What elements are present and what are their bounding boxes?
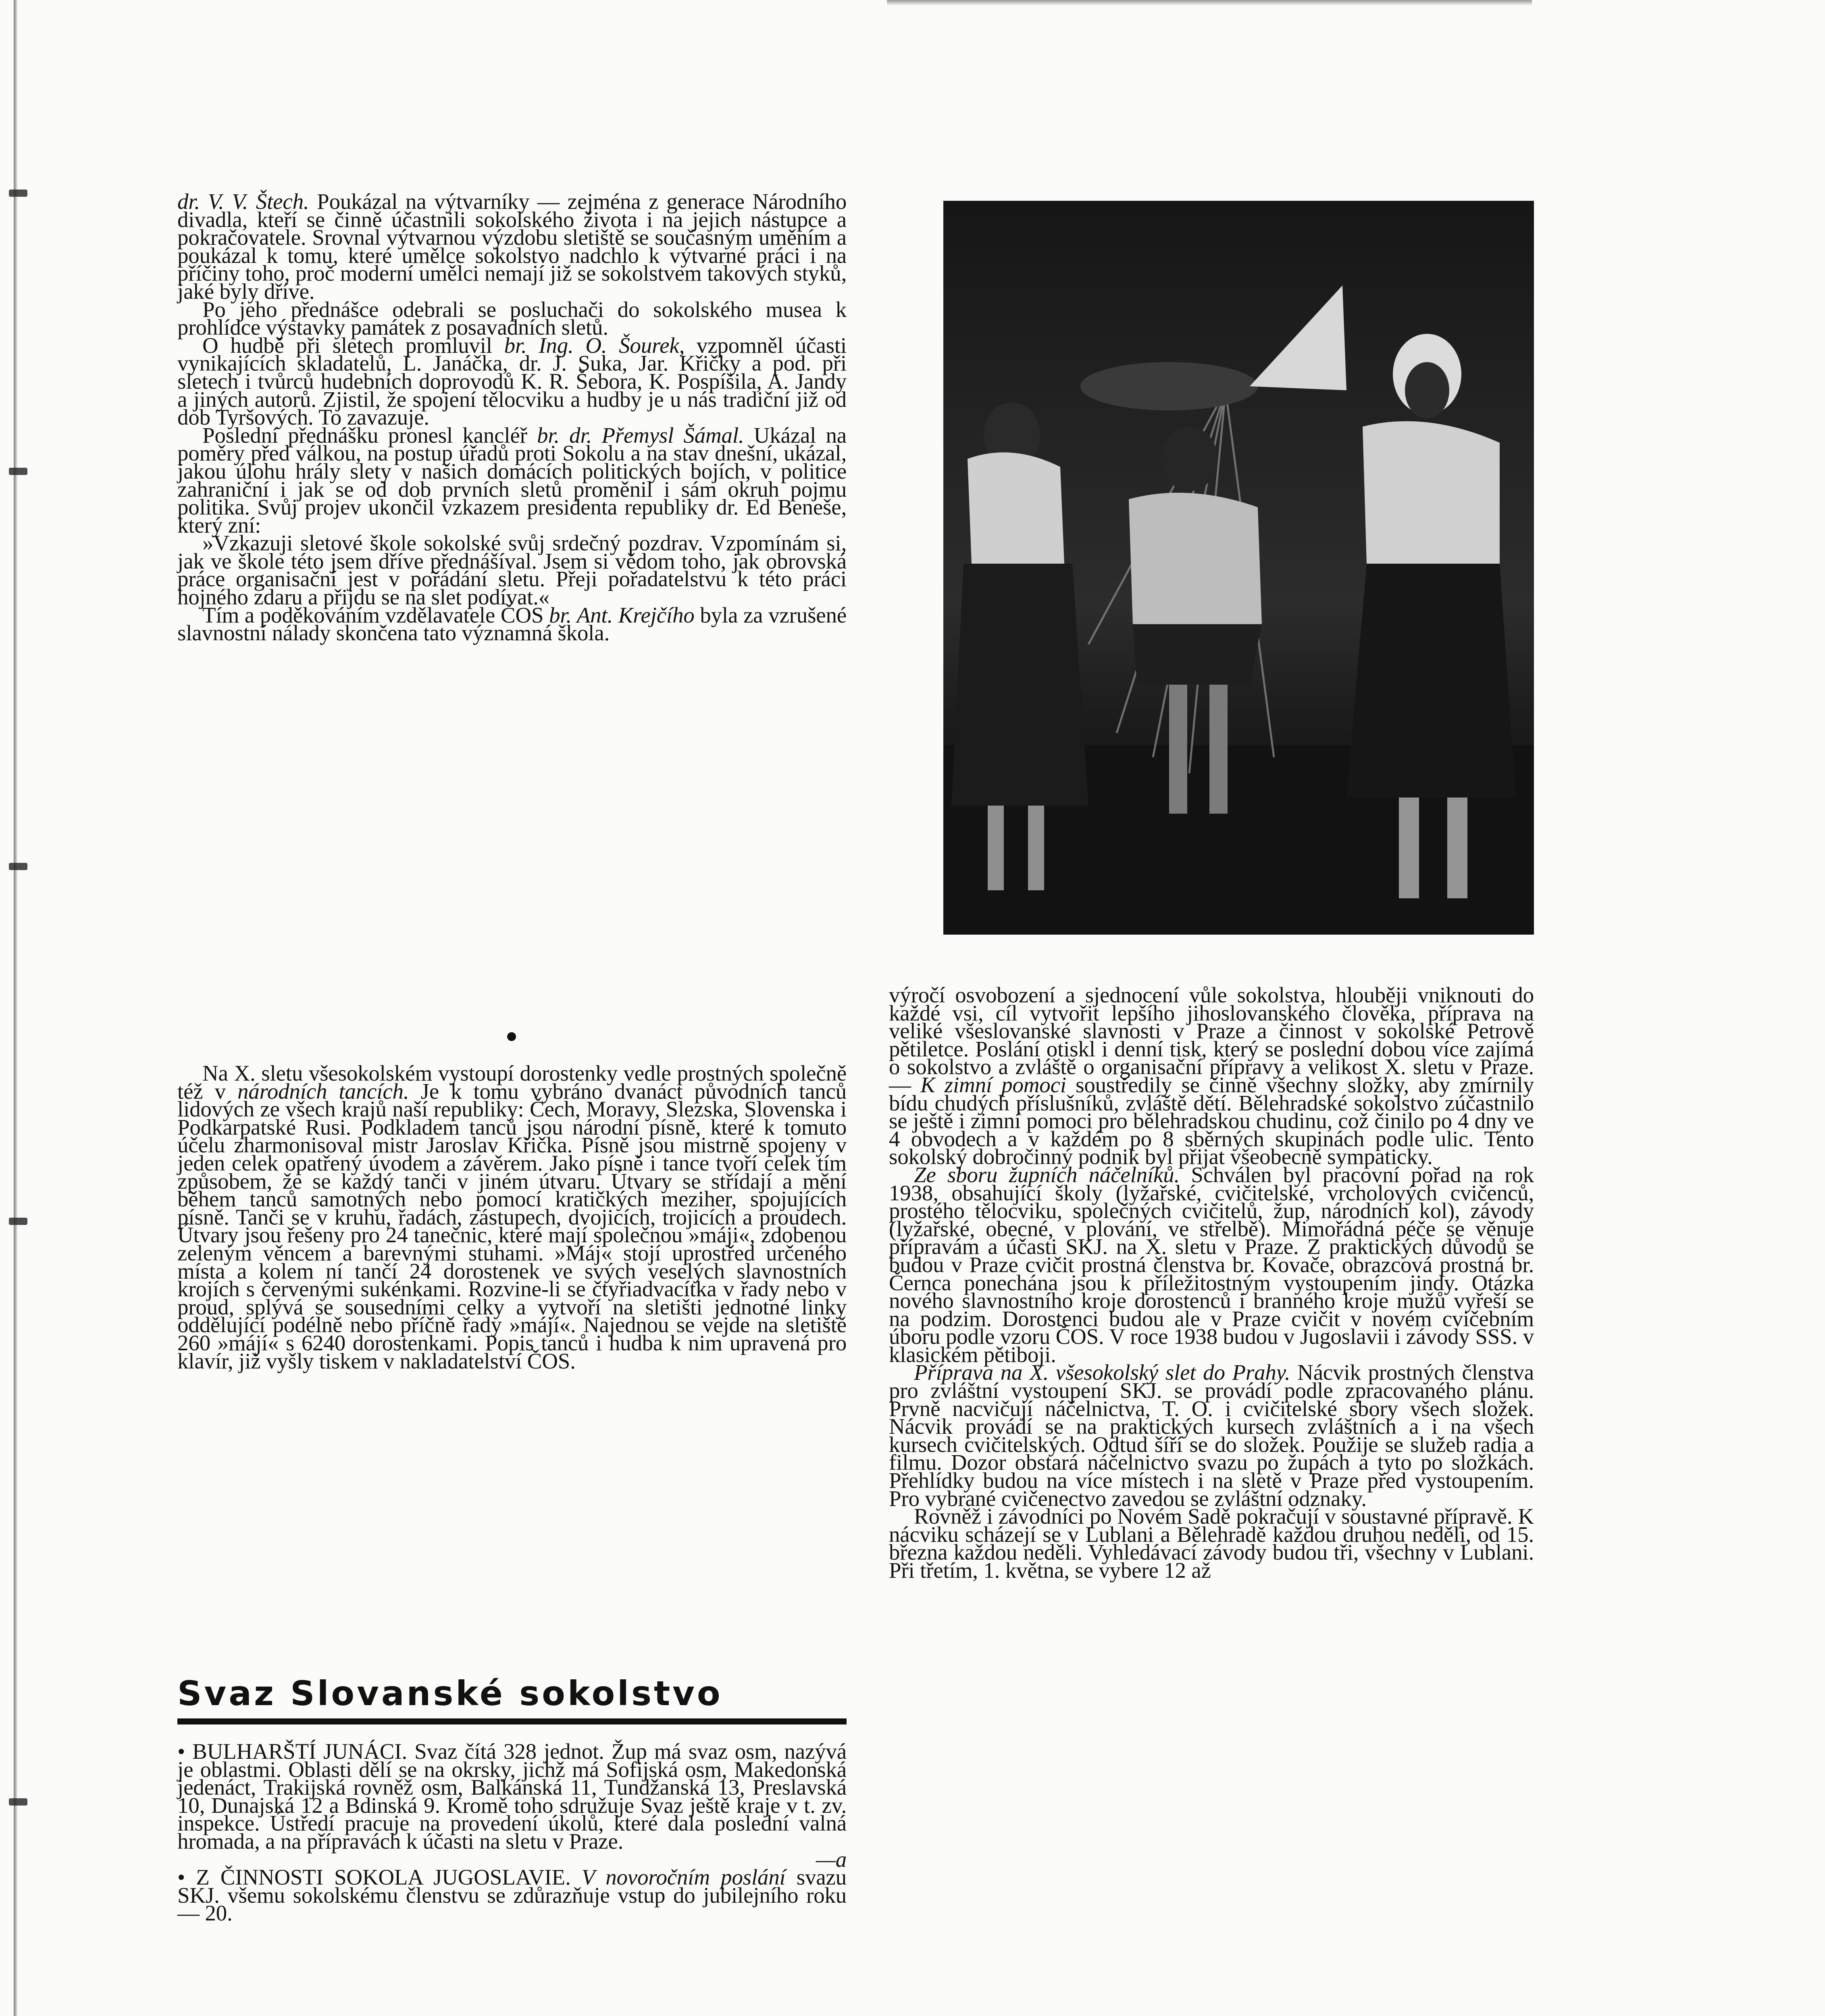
paragraph-text: Je k tomu vybráno dvanáct původních tanců lidových ze všech krajů naší republiky: Čech, Moravy, Slezska, Slovenska i Podkarpatské Rusi. Podkladem tanců jsou národní písně, které k tomuto účelu zharmonisoval mistr Jaroslav Křička. Písně jsou mistrně spojeny v jeden celek opatřený úvodem a závěrem. Jako písně i tance tvoří celek tím způsobem, že se každý tanči v jiném útvaru. Útvary se střídají a mění během tanců samotných nebo pomocí kratičkých meziher, spojujících písně. Tanči se v kruhu, řadách, zástupech, dvojicích, trojicích a proudech. Útvary jsou řešeny pro 24 tanečnic, které mají společnou »máji«, zdobenou zeleným věncem a barevnými stuhami. »Máj« stojí uprostřed určeného místa a kolem ní tančí 24 dorostenek ve svých veselých slavnostních krojích s červenými sukénkami. Rozvine-li se čtyřiadvacítka v řady nebo v proud, splývá se sousedními celky a vytvoří na sletišti jednotné linky oddělující podélně nebo příčně řady »májí«. Najednou se vejde na sletiště 260 »májí« s 6240 dorostenkami. Popis tanců i hudba k nim upravená pro klavír, již vyšly tiskem v nakladatelství ČOS.: [177, 1079, 847, 1373]
paragraph-text: • Z ČINNOSTI SOKOLA JUGOSLAVIE.: [177, 1865, 582, 1890]
binding-mark: [9, 863, 27, 870]
section-heading: Svaz Slovanské sokolstvo: [177, 1674, 723, 1713]
binding-mark: [9, 190, 27, 197]
paragraph-text: O hudbě při sletech promluvil: [202, 333, 504, 358]
paragraph-text: svazu SKJ. všemu sokolskému členstvu se zdůrazňuje vstup do jubilejního roku — 20.: [177, 1865, 847, 1926]
paragraph-text: Po jeho přednášce odebrali se posluchači do sokolského musea k prohlídce výstavky památek z posavadních sletů.: [177, 297, 847, 340]
paragraph-text: výročí osvobození a sjednocení vůle sokolstva, hlouběji vniknouti do každé vsi, cíl vytvořit lepšího jihoslovanského člověka, příprava na veliké všeslovanské slavnosti v Praze a činnost v sokolské Petrově pětiletce. Poslání otiskl i denní tisk, který se poslední dobou více zajímá o sokolstvo a zvláště o organisační přípravy a velikost X. sletu v Praze. —: [889, 983, 1534, 1097]
section-items-column: [177, 1739, 847, 1926]
paragraph-text: Rovněž i závodníci po Novém Sadě pokračují v soustavné přípravě. K nácviku scházejí se v Lublani a Bělehradě každou druhou neděli, od 15. března každou neděli. Vyhledávací závody budou tři, všechny v Lublani. Při třetím, 1. května, se vybere 12 až: [889, 1504, 1534, 1583]
emphasis-text: dr. V. V. Štech.: [177, 189, 309, 214]
emphasis-text: Příprava na X. všesokolský slet do Prahy.: [914, 1360, 1290, 1385]
binding-mark: [9, 1218, 27, 1225]
emphasis-text: br. Ing. O. Šourek,: [504, 333, 685, 358]
paragraph-text: byla za vzrušené slavnostní nálady skončena tato významná škola.: [177, 602, 847, 646]
paragraph: [889, 1360, 1534, 1511]
emphasis-text: br. dr. Přemysl Šámal.: [537, 423, 744, 448]
paragraph-text: soustředily se činně všechny složky, aby zmírnily bídu chudých příslušníků, zvláště dětí. Bělehradské sokolstvo zúčastnilo se ještě i zimní pomoci pro bělehradskou chudinu, což činilo po 4 dny ve 4 obvodech a v každém po 8 sběrných skupinách podle ulic. Tento sokolský dobročinný podnik byl přijat všeobecně sympaticky.: [889, 1072, 1534, 1169]
paragraph: [177, 1865, 847, 1926]
binding-mark: [9, 468, 27, 475]
paragraph: [177, 333, 847, 430]
paragraph: [177, 297, 847, 340]
paragraph-text: Poukázal na výtvarníky — zejména z generace Národního divadla, kteří se činně účastnili sokolského života i na jejich nástupce a pokračovatele. Srovnal výtvarnou výzdobu sletiště se současným uměním a poukázal k tomu, které umělce sokolstvo nadchlo k výtvarné práci i na příčiny toho, proč moderní umělci nemají již se sokolstvem takových styků, jaké byly dříve.: [177, 189, 847, 304]
paragraph-text: Nácvik prostných členstva pro zvláštní vystoupení SKJ. se provádí podle zpracovaného plánu. Prvně nacvičují náčelnictva, T. O. i cvičitelské sbory všech složek. Nácvik provádí se na praktických kursech zvláštních a i na všech kursech cvičitelských. Odtud šíří se do složek. Použije se služeb radia a filmu. Dozor obstará náčelnictvo svazu po župách a tyto po složkách. Přehlídky budou na více místech i na sletě v Praze před vystoupením. Pro vybrané cvičenectvo zavedou se zvláštní odznaky.: [889, 1360, 1534, 1511]
paragraph: [177, 1739, 847, 1872]
paragraph-text: »Vzkazuji sletové škole sokolské svůj srdečný pozdrav. Vzpomínám si, jak ve škole této jsem dříve přednášíval. Jsem si vědom toho, jak obrovská práce organisační jest v pořádání sletu. Přeji pořadatelstvu k této práci hojného zdaru a přijdu se na slet podívat.«: [177, 531, 847, 610]
paragraph-text: • BULHARŠTÍ JUNÁCI. Svaz čítá 328 jednot. Žup má svaz osm, nazývá je oblastmi. Oblasti dělí se na okrsky, jichž má Sofijská osm, Makedonská jedenáct, Trakijská rovněž osm, Balkánská 11, Tundžanská 13, Preslavská 10, Dunajská 12 a Bdinská 9. Kromě toho sdružuje Svaz ještě kraje v t. zv. inspekce. Ústředí pracuje na provedení úkolů, které dala poslední valná hromada, a na přípravách k účasti na sletu v Praze.: [177, 1739, 847, 1854]
article-dances-column: [177, 1061, 847, 1373]
paragraph: [177, 602, 847, 646]
paragraph: [889, 1504, 1534, 1583]
paragraph-text: Na X. sletu všesokolském vystoupí dorostenky vedle prostných společně též v: [177, 1061, 847, 1104]
paragraph: [177, 531, 847, 610]
paragraph: [177, 189, 847, 304]
emphasis-text: V novoročním poslání: [581, 1865, 786, 1890]
page-binding-edge: [14, 0, 18, 2016]
emphasis-text: Ze sboru župních náčelníků.: [914, 1162, 1180, 1187]
emphasis-text: K zimní pomoci: [920, 1072, 1066, 1097]
section-heading-rule: [177, 1718, 847, 1724]
binding-mark: [9, 1798, 27, 1806]
paragraph: [177, 1061, 847, 1373]
author-sign: —a: [816, 1847, 847, 1872]
paragraph: [177, 423, 847, 537]
paragraph-text: Ukázal na poměry před válkou, na postup úřadů proti Sokolu a na stav dnešní, ukázal, jakou úlohu hrály slety v našich domácích politických bojích, v politice zahraniční i jak se od dob prvních sletů proměnil i sám okruh pojmu politika. Svůj projev ukončil vzkazem presidenta republiky dr. Ed Beneše, který zní:: [177, 423, 847, 537]
emphasis-text: br. Ant. Krejčího: [549, 602, 695, 627]
article-top-column: [177, 189, 847, 646]
paragraph-text: Poslední přednášku pronesl kancléř: [202, 423, 537, 448]
separator-dot: [507, 1032, 516, 1041]
article-right-column: [889, 983, 1534, 1583]
paragraph-text: Schválen byl pracovní pořad na rok 1938, obsahující školy (lyžařské, cvičitelské, vrcholových cvičenců, prostého tělocviku, společných cvičitelů, žup, národních kol), závody (lyžařské, obecné, v plování, ve střelbě). Mimořádná péče se věnuje přípravám a účasti SKJ. na X. sletu v Praze. Z praktických důvodů se budou v Praze cvičit prostná členstva br. Kovače, obrazcová prostná br. Černca ponechána jsou k příležitostným vystoupením jindy. Otázka nového slavnostního kroje dorostenců i branného kroje mužů vyřeší se na podzim. Dorostenci budou ale v Praze cvičit v novém cvičebním úboru podle vzoru ČOS. V roce 1938 budou v Jugoslavii i závody SSS. v klasickém pětiboji.: [889, 1162, 1534, 1367]
paragraph-text: Tím a poděkováním vzdělavatele ČOS: [202, 602, 549, 627]
emphasis-text: národních tancích.: [237, 1079, 409, 1104]
paragraph: [889, 1162, 1534, 1367]
paragraph-text: vzpomněl účasti vynikajících skladatelů, L. Janáčka, dr. J. Suka, Jar. Křičky a pod. při sletech i tvůrců hudebních doprovodů K. R. Šebora, K. Pospíšila, A. Jandy a jiných autorů. Zjistil, že spojení tělocviku a hudby je u nás tradiční již od dob Tyršových. To zavazuje.: [177, 333, 847, 430]
paragraph: [889, 983, 1534, 1169]
folk-dance-photo: [943, 201, 1534, 935]
page-top-edge: [887, 0, 1532, 6]
